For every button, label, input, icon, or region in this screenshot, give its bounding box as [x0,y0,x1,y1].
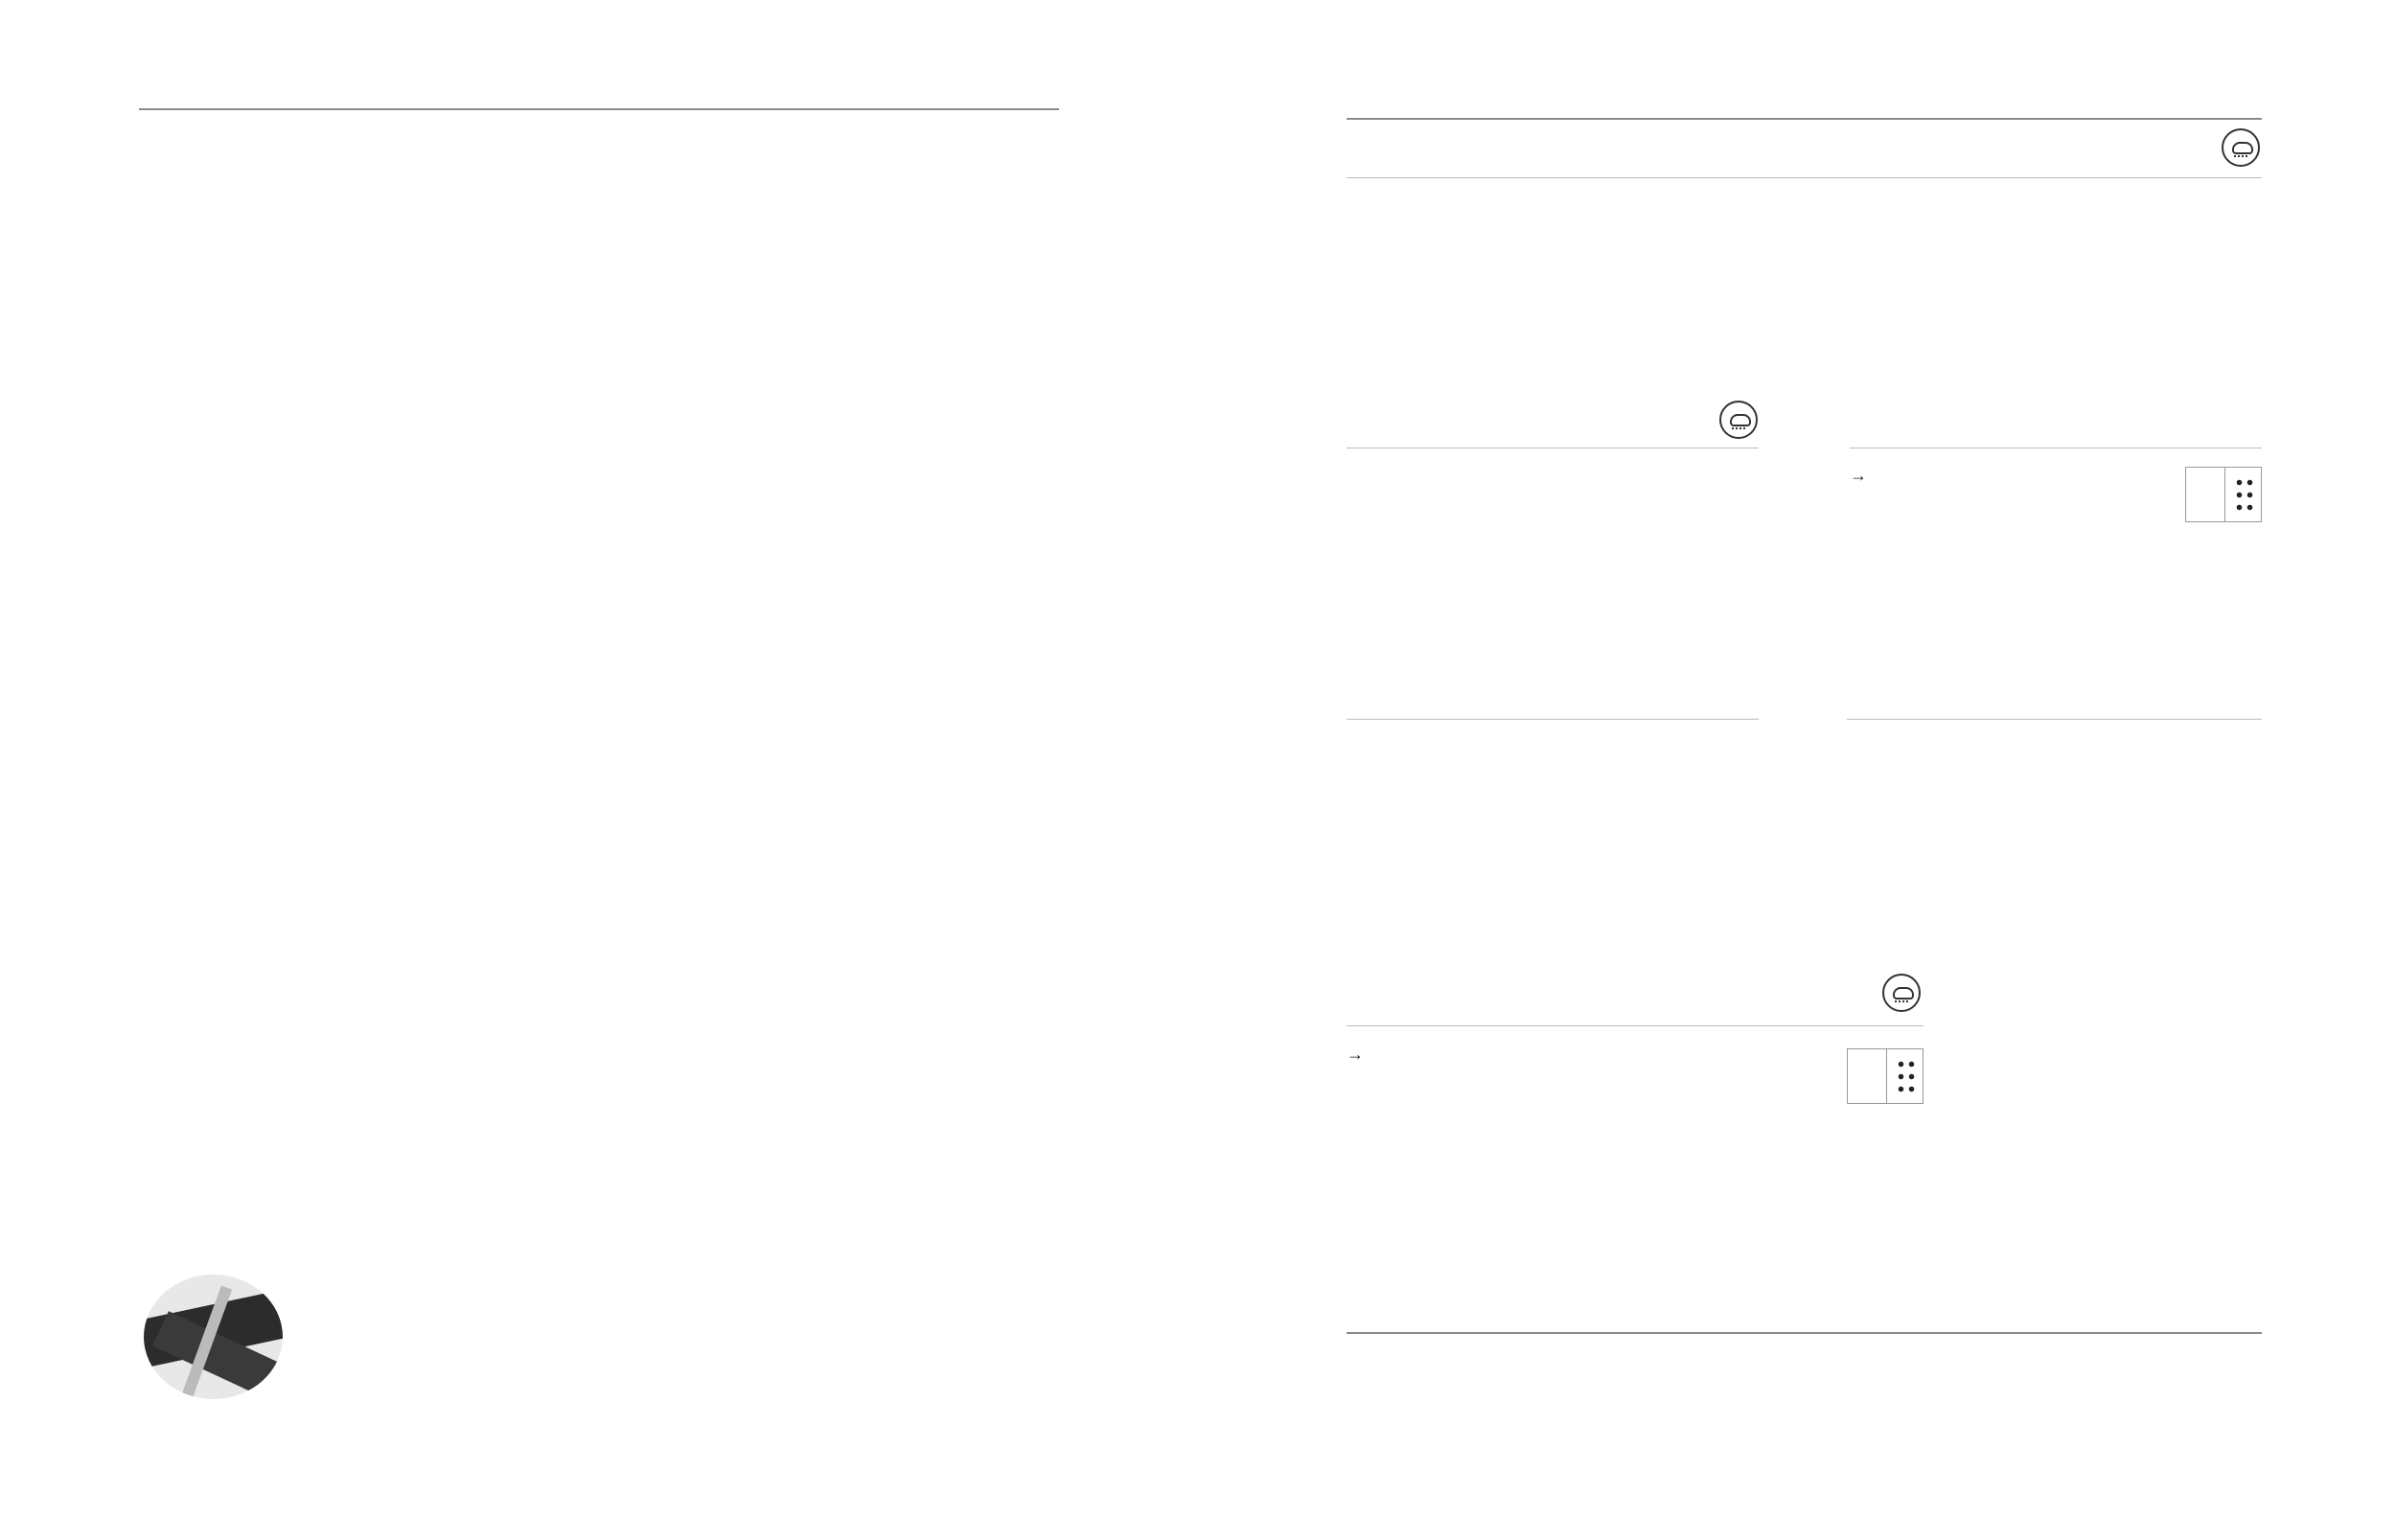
booklet-icon [1847,1048,1924,1104]
arrow-icon: → [1347,1045,1364,1064]
finishes-rule [1347,118,2262,120]
booklet-icon [2185,467,2262,522]
aluminium-coated-note [1347,1041,1364,1148]
footer-left [142,1445,173,1466]
aluminium-coated-rule [1347,1025,1924,1026]
steel-rule [1847,719,2262,720]
fabrics-note [1850,462,1867,516]
outdoor-weather-icon [2222,128,2260,167]
polypropylene-rule [1347,177,2262,178]
sizes-rule [139,108,1059,110]
footer-right [2166,1445,2262,1466]
cg-photo [144,1275,283,1399]
arrow-icon: → [1850,466,1867,485]
certificates-rule [1347,1332,2262,1334]
textilene-weather-icon [1719,401,1758,439]
aluminium-rule [1347,719,1759,720]
aluminium-weather-icon [1882,974,1921,1012]
